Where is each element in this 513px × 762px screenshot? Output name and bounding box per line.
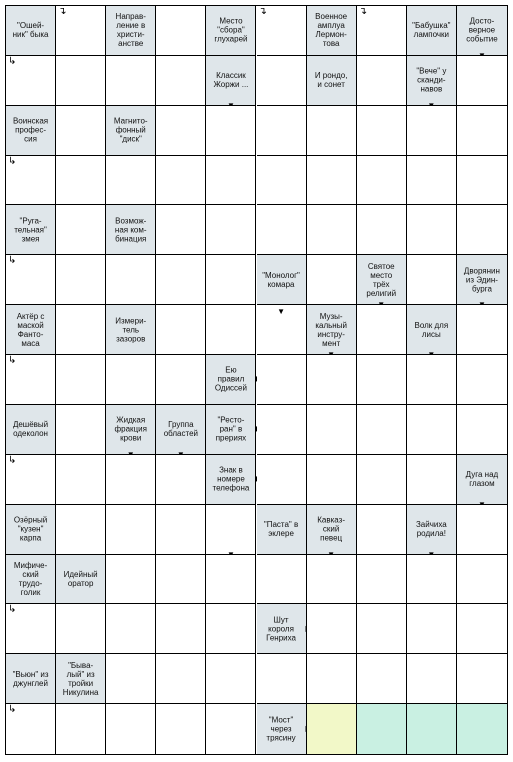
bent-arrow-icon: ↴ <box>358 6 368 17</box>
answer-cell[interactable] <box>106 255 156 305</box>
bent-arrow-icon: ↳ <box>8 604 17 616</box>
clue-cell <box>106 405 156 455</box>
clue-cell <box>257 505 307 555</box>
clue-text: Святое место трёх религий <box>366 261 397 298</box>
answer-cell[interactable] <box>156 704 206 754</box>
clue-text: Направ- ление в христи- анстве <box>115 12 146 49</box>
answer-cell[interactable] <box>206 505 256 555</box>
answer-cell[interactable] <box>357 505 407 555</box>
clue-text: Музы- кальный инстру- мент <box>315 311 347 348</box>
answer-cell[interactable] <box>407 255 457 305</box>
answer-cell[interactable] <box>206 604 256 654</box>
clue-text: Военное амплуа Лермон- това <box>315 12 348 49</box>
highlighted-answer-cell[interactable] <box>307 704 357 754</box>
answer-cell[interactable] <box>457 355 507 405</box>
bent-arrow-icon: ↳ <box>8 704 17 716</box>
answer-cell[interactable] <box>257 156 307 206</box>
answer-cell[interactable] <box>257 455 307 505</box>
clue-text: Шут короля Генриха <box>266 615 297 643</box>
clue-cell <box>206 455 256 505</box>
answer-cell[interactable] <box>56 704 106 754</box>
clue-text: И рондо, и сонет <box>314 71 348 90</box>
answer-cell[interactable] <box>6 704 56 754</box>
answer-cell[interactable] <box>307 156 357 206</box>
clue-cell <box>407 305 457 355</box>
bent-arrow-icon: ↳ <box>8 55 17 67</box>
answer-cell[interactable] <box>407 455 457 505</box>
answer-cell[interactable] <box>106 156 156 206</box>
clue-text: Волк для лисы <box>414 320 449 339</box>
answer-cell[interactable] <box>206 255 256 305</box>
answer-cell[interactable] <box>56 6 106 56</box>
answer-cell[interactable] <box>257 305 307 355</box>
clue-cell <box>6 106 56 156</box>
answer-cell[interactable] <box>357 56 407 106</box>
clue-cell <box>6 6 56 56</box>
clue-text: Место "сбора" глухарей <box>214 16 248 44</box>
answer-cell[interactable] <box>307 205 357 255</box>
answer-cell[interactable] <box>56 56 106 106</box>
clue-cell <box>457 6 507 56</box>
answer-cell[interactable] <box>106 505 156 555</box>
answer-cell[interactable] <box>407 604 457 654</box>
answer-cell[interactable] <box>206 704 256 754</box>
answer-cell[interactable] <box>156 455 206 505</box>
clue-cell <box>106 106 156 156</box>
answer-cell[interactable] <box>307 106 357 156</box>
clue-cell <box>206 6 256 56</box>
bent-arrow-icon: ↴ <box>258 6 267 17</box>
clue-text: "Паста" в эклере <box>263 520 299 539</box>
answer-cell[interactable] <box>206 555 256 605</box>
answer-cell[interactable] <box>56 305 106 355</box>
answer-cell[interactable] <box>6 604 56 654</box>
answer-cell[interactable] <box>156 305 206 355</box>
answer-cell[interactable] <box>56 405 106 455</box>
clue-cell <box>257 704 307 754</box>
answer-cell[interactable] <box>56 205 106 255</box>
bent-arrow-icon: ↳ <box>8 255 17 267</box>
clue-text: Жидкая фракция крови <box>114 415 147 443</box>
answer-cell[interactable] <box>206 156 256 206</box>
clue-text: Дуга над глазом <box>465 470 499 489</box>
answer-cell[interactable] <box>106 455 156 505</box>
answer-cell[interactable] <box>457 505 507 555</box>
answer-cell[interactable] <box>156 555 206 605</box>
clue-cell <box>106 205 156 255</box>
answer-cell[interactable] <box>6 255 56 305</box>
answer-cell[interactable] <box>56 106 106 156</box>
answer-cell[interactable] <box>457 106 507 156</box>
answer-cell[interactable] <box>357 6 407 56</box>
answer-cell[interactable] <box>407 654 457 704</box>
answer-cell[interactable] <box>257 56 307 106</box>
answer-cell[interactable] <box>206 205 256 255</box>
clue-text: "Ресто- ран" в прериях <box>215 415 247 443</box>
answer-cell[interactable] <box>56 355 106 405</box>
answer-cell[interactable] <box>457 405 507 455</box>
answer-cell[interactable] <box>357 555 407 605</box>
answer-cell[interactable] <box>407 205 457 255</box>
answer-cell[interactable] <box>357 205 407 255</box>
answer-cell[interactable] <box>56 455 106 505</box>
answer-cell[interactable] <box>257 6 307 56</box>
answer-cell[interactable] <box>206 654 256 704</box>
answer-cell[interactable] <box>407 106 457 156</box>
clue-cell <box>407 6 457 56</box>
answer-cell[interactable] <box>407 555 457 605</box>
answer-cell[interactable] <box>56 156 106 206</box>
answer-cell[interactable] <box>407 355 457 405</box>
answer-cell[interactable] <box>156 255 206 305</box>
clue-text: Актёр с маской Фанто- маса <box>16 311 45 348</box>
answer-cell[interactable] <box>6 56 56 106</box>
clue-cell <box>206 56 256 106</box>
clue-cell <box>106 305 156 355</box>
answer-cell[interactable] <box>357 604 407 654</box>
answer-cell[interactable] <box>206 106 256 156</box>
answer-cell[interactable] <box>357 305 407 355</box>
answer-cell[interactable] <box>457 654 507 704</box>
bent-arrow-icon: ↴ <box>58 6 67 17</box>
answer-cell[interactable] <box>357 355 407 405</box>
answer-cell[interactable] <box>56 505 106 555</box>
clue-text: "Быва- лый" из тройки Никулина <box>62 660 99 697</box>
clue-cell <box>156 405 206 455</box>
answer-cell[interactable] <box>106 555 156 605</box>
bent-arrow-icon: ↳ <box>8 355 17 367</box>
clue-text: Кавказ- ский певец <box>317 515 345 543</box>
clue-cell <box>106 6 156 56</box>
answer-cell[interactable] <box>457 555 507 605</box>
clue-text: Ею правил Одиссей <box>214 365 247 393</box>
answer-cell[interactable] <box>6 355 56 405</box>
answer-cell[interactable] <box>156 6 206 56</box>
clue-text: Возмож- ная ком- бинация <box>114 216 147 244</box>
answer-cell[interactable] <box>106 56 156 106</box>
clue-text: "Мост" через трясину <box>266 715 296 743</box>
clue-cell <box>6 305 56 355</box>
answer-cell[interactable] <box>56 604 106 654</box>
answer-cell[interactable] <box>6 156 56 206</box>
clue-text: Зайчиха родила! <box>415 520 447 539</box>
clue-text: "Ошей- ник" быка <box>12 21 49 40</box>
answer-cell[interactable] <box>307 654 357 704</box>
clue-text: Группа областей <box>163 420 198 439</box>
highlighted-answer-cell[interactable] <box>357 704 407 754</box>
clue-cell <box>407 505 457 555</box>
answer-cell[interactable] <box>156 355 206 405</box>
clue-cell <box>6 654 56 704</box>
answer-cell[interactable] <box>257 405 307 455</box>
clue-cell <box>257 255 307 305</box>
answer-cell[interactable] <box>156 56 206 106</box>
clue-cell <box>257 604 307 654</box>
clue-cell <box>206 355 256 405</box>
crossword-grid <box>5 5 508 755</box>
clue-cell <box>56 555 106 605</box>
clue-cell <box>357 255 407 305</box>
answer-cell[interactable] <box>457 205 507 255</box>
bent-arrow-icon: ↳ <box>8 454 17 466</box>
answer-cell[interactable] <box>206 305 256 355</box>
answer-cell[interactable] <box>257 355 307 405</box>
clue-text: "Вьюн" из джунглей <box>12 669 49 688</box>
answer-cell[interactable] <box>307 355 357 405</box>
answer-cell[interactable] <box>307 405 357 455</box>
clue-cell <box>56 654 106 704</box>
answer-cell[interactable] <box>407 156 457 206</box>
answer-cell[interactable] <box>307 604 357 654</box>
answer-cell[interactable] <box>357 654 407 704</box>
answer-cell[interactable] <box>257 555 307 605</box>
clue-text: Классик Жоржи ... <box>213 71 249 90</box>
clue-text: "Вече" у сканди- навов <box>416 66 447 94</box>
answer-cell[interactable] <box>156 505 206 555</box>
clue-text: "Руга- тельная" змея <box>14 216 47 244</box>
answer-cell[interactable] <box>106 604 156 654</box>
arrow-down-icon: ▼ <box>277 307 286 317</box>
answer-cell[interactable] <box>156 205 206 255</box>
clue-cell <box>307 56 357 106</box>
clue-cell <box>6 555 56 605</box>
answer-cell[interactable] <box>106 704 156 754</box>
clue-text: Измери- тель зазоров <box>115 316 147 344</box>
clue-text: "Бабушка" лампочки <box>412 21 451 40</box>
answer-cell[interactable] <box>457 56 507 106</box>
clue-text: Дворянин из Эдин- бурга <box>463 266 500 294</box>
answer-cell[interactable] <box>6 455 56 505</box>
clue-cell <box>457 255 507 305</box>
clue-cell <box>407 56 457 106</box>
answer-cell[interactable] <box>457 305 507 355</box>
answer-cell[interactable] <box>307 455 357 505</box>
answer-cell[interactable] <box>357 455 407 505</box>
clue-cell <box>307 505 357 555</box>
clue-text: Идейный оратор <box>63 569 98 588</box>
clue-text: Воинская профес- сия <box>12 116 49 144</box>
highlighted-answer-cell[interactable] <box>457 704 507 754</box>
highlighted-answer-cell[interactable] <box>407 704 457 754</box>
answer-cell[interactable] <box>156 654 206 704</box>
clue-text: Магнито- фонный "диск" <box>113 116 148 144</box>
answer-cell[interactable] <box>457 604 507 654</box>
answer-cell[interactable] <box>357 106 407 156</box>
answer-cell[interactable] <box>156 604 206 654</box>
answer-cell[interactable] <box>357 156 407 206</box>
clue-text: Знак в номере телефона <box>212 465 250 493</box>
clue-text: Дешёвый одеколон <box>12 420 49 439</box>
clue-text: Мифиче- ский трудо- голик <box>13 560 48 597</box>
clue-cell <box>307 305 357 355</box>
answer-cell[interactable] <box>257 654 307 704</box>
bent-arrow-icon: ↳ <box>8 155 17 167</box>
answer-cell[interactable] <box>106 654 156 704</box>
answer-cell[interactable] <box>257 205 307 255</box>
answer-cell[interactable] <box>457 156 507 206</box>
clue-cell <box>6 505 56 555</box>
clue-cell <box>307 6 357 56</box>
clue-text: Досто- верное событие <box>466 16 498 44</box>
answer-cell[interactable] <box>156 106 206 156</box>
clue-cell <box>6 405 56 455</box>
clue-cell <box>457 455 507 505</box>
answer-cell[interactable] <box>307 555 357 605</box>
clue-text: Озёрный "кузен" карпа <box>13 515 48 543</box>
answer-cell[interactable] <box>307 255 357 305</box>
clue-cell <box>6 205 56 255</box>
answer-cell[interactable] <box>106 355 156 405</box>
answer-cell[interactable] <box>257 106 307 156</box>
answer-cell[interactable] <box>56 255 106 305</box>
answer-cell[interactable] <box>156 156 206 206</box>
clue-cell <box>206 405 256 455</box>
answer-cell[interactable] <box>357 405 407 455</box>
answer-cell[interactable] <box>407 405 457 455</box>
clue-text: "Монолог" комара <box>262 270 300 289</box>
